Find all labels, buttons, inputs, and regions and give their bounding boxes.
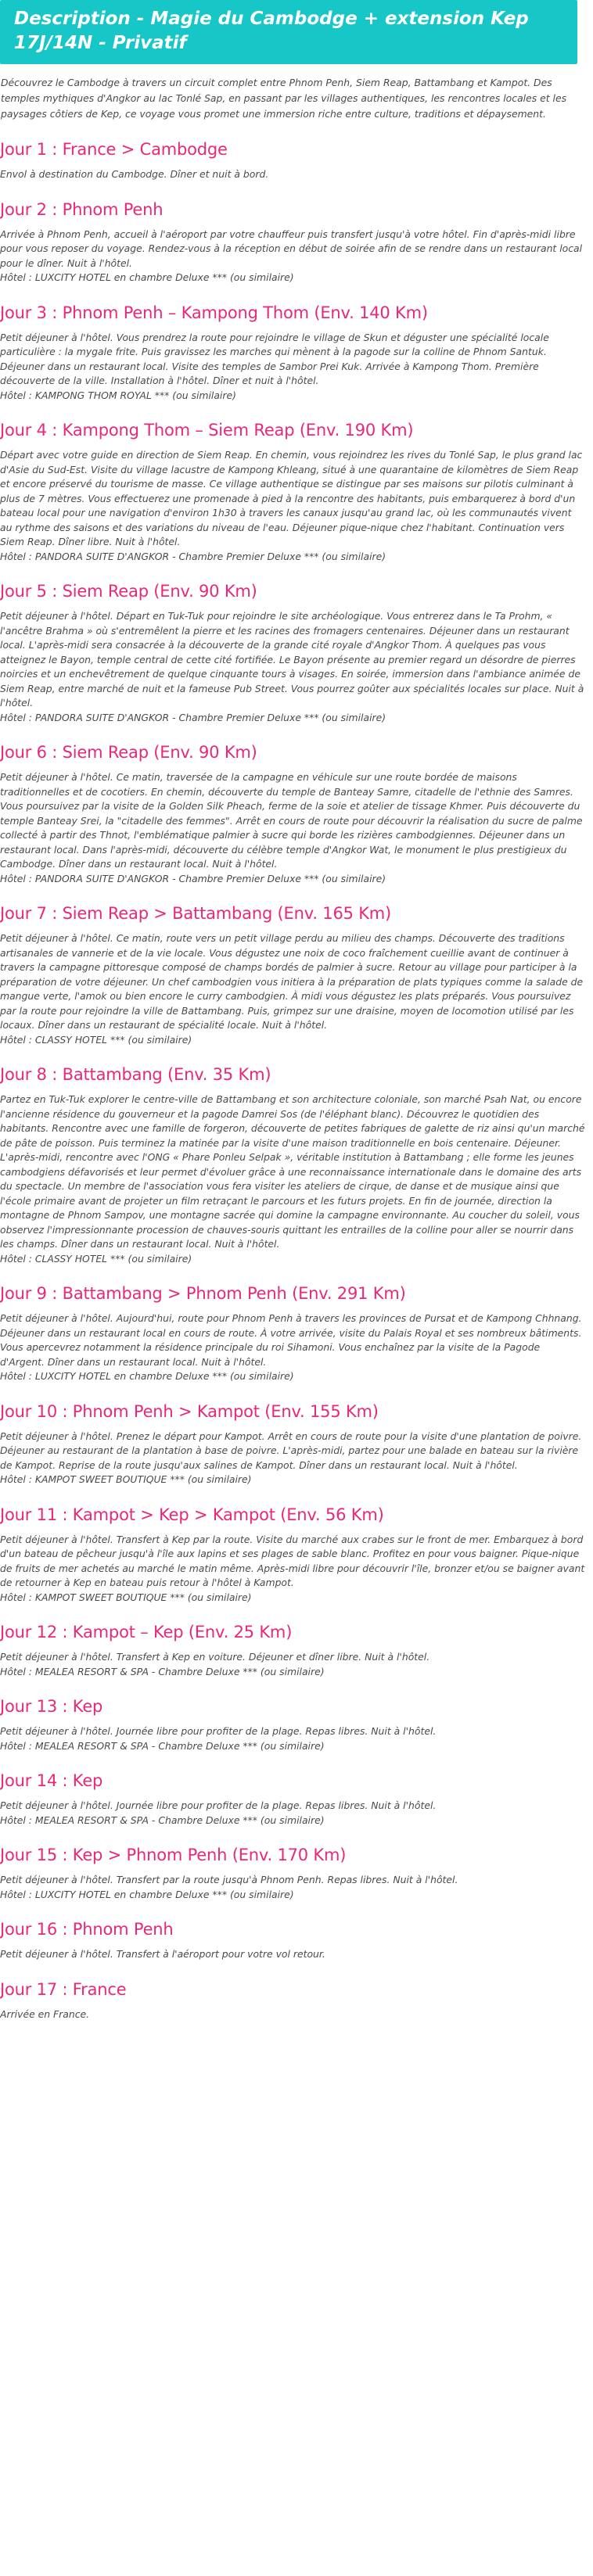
day-hotel: Hôtel : MEALEA RESORT & SPA - Chambre Deluxe *** (ou similaire)	[0, 1814, 325, 1826]
day-hotel: Hôtel : LUXCITY HOTEL en chambre Deluxe *** (ou similaire)	[0, 1888, 294, 1900]
day-section	[0, 1283, 585, 1384]
day-title: Jour 6 : Siem Reap (Env. 90 Km)	[0, 743, 257, 762]
day-hotel: Hôtel : KAMPONG THOM ROYAL *** (ou similaire)	[0, 389, 236, 401]
day-description: Petit déjeuner à l'hôtel. Journée libre pour profiter de la plage. Repas libres. Nuit à l'hôtel.	[0, 1725, 437, 1737]
day-title: Jour 5 : Siem Reap (Env. 90 Km)	[0, 582, 257, 601]
day-description: Partez en Tuk-Tuk explorer le centre-ville de Battambang et son architecture coloniale, son marché Psah Nat, ou encore l'ancienne résidence du gouverneur et la pagode Damrei Sos (de l'éléphant blanc). Découvrez le quotidien des habitants. Rencontre avec une famille de forgeron, découverte de petites fabriques de galette de riz ainsi qu'un marché de pâte de poisson. Puis terminez la matinée par la visite d'une maison traditionnelle en bois centenaire. Déjeuner. L'après-midi, rencontre avec l'ONG « Phare Ponleu Selpak », véritable institution à Battambang ; elle forme les jeunes cambodgiens défavorisés et leur permet d'évoluer grâce à une reconnaissance internationale dans le domaine des arts du spectacle. Un membre de l'association vous fera visiter les ateliers de cirque, de danse et de musique ainsi que l'école primaire avant de projeter un film retraçant le parcours et les futurs projets. En fin de journée, direction la montagne de Phnom Sampov, une montagne sacrée qui domine la campagne environnante. Au coucher du soleil, vous observez l'impressionnante procession de chauves-souris quittant les entrailles de la colline pour aller se nourrir dans les champs. Dîner dans un restaurant local. Nuit à l'hôtel.	[0, 1093, 585, 1250]
day-section	[0, 1622, 585, 1679]
day-hotel: Hôtel : MEALEA RESORT & SPA - Chambre Deluxe *** (ou similaire)	[0, 1665, 325, 1677]
day-section	[0, 1845, 585, 1902]
day-title: Jour 17 : France	[0, 1979, 127, 1999]
day-section	[0, 420, 585, 564]
day-description: Petit déjeuner à l'hôtel. Transfert à Kep en voiture. Déjeuner et dîner libre. Nuit à l'hôtel.	[0, 1651, 430, 1663]
day-section	[0, 303, 585, 404]
day-title: Jour 3 : Phnom Penh – Kampong Thom (Env. 140 Km)	[0, 303, 428, 322]
day-section	[0, 1771, 585, 1828]
page-title: Description - Magie du Cambodge + extension Kep 17J/14N - Privatif	[0, 0, 577, 64]
day-description: Petit déjeuner à l'hôtel. Transfert à l'aéroport pour votre vol retour.	[0, 1948, 325, 1960]
day-section	[0, 1696, 585, 1753]
day-section	[0, 903, 585, 1047]
day-title: Jour 16 : Phnom Penh	[0, 1920, 174, 1939]
day-title: Jour 11 : Kampot > Kep > Kampot (Env. 56 Km)	[0, 1505, 384, 1524]
day-title: Jour 15 : Kep > Phnom Penh (Env. 170 Km)	[0, 1846, 347, 1864]
day-title: Jour 12 : Kampot – Kep (Env. 25 Km)	[0, 1623, 293, 1641]
day-section	[0, 742, 585, 886]
day-description: Arrivée à Phnom Penh, accueil à l'aéroport par votre chauffeur puis transfert jusqu'à votre hôtel. Fin d'après-midi libre pour vous reposer du voyage. Rendez-vous à la réception en début de soirée afin de se rendre dans un restaurant local pour le dîner. Nuit à l'hôtel.	[0, 228, 583, 269]
day-section	[0, 1979, 585, 2022]
day-description: Envol à destination du Cambodge. Dîner et nuit à bord.	[0, 168, 269, 180]
day-section	[0, 581, 585, 725]
day-title: Jour 13 : Kep	[0, 1697, 103, 1716]
day-description: Petit déjeuner à l'hôtel. Aujourd'hui, route pour Phnom Penh à travers les provinces de Pursat et de Kampong Chhnang. Déjeuner dans un restaurant local en cours de route. À votre arrivée, visite du Palais Royal et ses nombreux bâtiments. Vous apercevrez notamment la résidence principale du roi Sihamoni. Vous enchaînez par la visite de la Pagode d'Argent. Dîner dans un restaurant local. Nuit à l'hôtel.	[0, 1312, 582, 1368]
day-description: Départ avec votre guide en direction de Siem Reap. En chemin, vous rejoindrez les rives du Tonlé Sap, le plus grand lac d'Asie du Sud-Est. Visite du village lacustre de Kampong Khleang, situé à une quarantaine de kilomètres de Siem Reap et encore préservé du tourisme de masse. Ce village authentique se distingue par ses maisons sur pilotis culminant à plus de 7 mètres. Vous effectuerez une promenade à pied à la rencontre des habitants, puis embarquerez à bord d'un bateau local pour une navigation d'environ 1h30 à travers les canaux jusqu'au grand lac, où les communautés vivent au rythme des saisons et des variations du niveau de l'eau. Déjeuner pique-nique chez l'habitant. Continuation vers Siem Reap. Dîner libre. Nuit à l'hôtel.	[0, 449, 583, 547]
day-hotel: Hôtel : KAMPOT SWEET BOUTIQUE *** (ou similaire)	[0, 1473, 252, 1485]
day-section	[0, 139, 585, 182]
day-description: Petit déjeuner à l'hôtel. Prenez le départ pour Kampot. Arrêt en cours de route pour la visite d'une plantation de poivre. Déjeuner au restaurant de la plantation à base de poivre. L'après-midi, partez pour une balade en bateau sur la rivière de Kampot. Reprise de la route jusqu'aux salines de Kampot. Dîner dans un restaurant local. Nuit à l'hôtel.	[0, 1430, 582, 1471]
day-section	[0, 1505, 585, 1606]
day-title: Jour 1 : France > Cambodge	[0, 140, 228, 159]
day-title: Jour 10 : Phnom Penh > Kampot (Env. 155 Km)	[0, 1401, 379, 1421]
day-hotel: Hôtel : CLASSY HOTEL *** (ou similaire)	[0, 1252, 192, 1265]
day-hotel: Hôtel : LUXCITY HOTEL en chambre Deluxe *** (ou similaire)	[0, 1370, 294, 1382]
day-description: Petit déjeuner à l'hôtel. Journée libre pour profiter de la plage. Repas libres. Nuit à l'hôtel.	[0, 1799, 437, 1811]
day-hotel: Hôtel : PANDORA SUITE D'ANGKOR - Chambre Premier Deluxe *** (ou similaire)	[0, 711, 386, 723]
day-section	[0, 1064, 585, 1266]
day-hotel: Hôtel : PANDORA SUITE D'ANGKOR - Chambre Premier Deluxe *** (ou similaire)	[0, 872, 386, 884]
day-description: Petit déjeuner à l'hôtel. Départ en Tuk-Tuk pour rejoindre le site archéologique. Vous entrerez dans le Ta Prohm, « l'ancêtre Brahma » où s'entremêlent la pierre et les racines des fromagers centenaires. Déjeuner dans un restaurant local. L'après-midi sera consacrée à la découverte de la grande cité royale d'Angkor Thom. À quelques pas vous atteignez le Bayon, temple central de cette cité fortifiée. Le Bayon présente au premier regard un désordre de pierres noircies et un enchevêtrement de quelque cinquante tours à visages. En soirée, immersion dans l'ambiance animée de Siem Reap, entre marché de nuit et la fameuse Pub Street. Vous pourrez goûter aux spécialités locales sur place. Nuit à l'hôtel.	[0, 610, 584, 709]
day-hotel: Hôtel : LUXCITY HOTEL en chambre Deluxe *** (ou similaire)	[0, 271, 294, 283]
day-title: Jour 4 : Kampong Thom – Siem Reap (Env. 190 Km)	[0, 421, 414, 439]
day-description: Petit déjeuner à l'hôtel. Vous prendrez la route pour rejoindre le village de Skun et déguster une spécialité locale particulière : la mygale frite. Puis gravissez les marches qui mènent à la pagode sur la colline de Phnom Santuk. Déjeuner dans un restaurant local. Visite des temples de Sambor Prei Kuk. Arrivée à Kampong Thom. Première découverte de la ville. Installation à l'hôtel. Dîner et nuit à l'hôtel.	[0, 331, 549, 386]
day-title: Jour 8 : Battambang (Env. 35 Km)	[0, 1065, 271, 1084]
day-description: Petit déjeuner à l'hôtel. Ce matin, traversée de la campagne en véhicule sur une route bordée de maisons traditionnelles et de cocotiers. En chemin, découverte du temple de Banteay Samre, citadelle de l'ethnie des Samres. Vous poursuivez par la visite de la Golden Silk Pheach, ferme de la soie et atelier de tissage Khmer. Puis découverte du temple Banteay Srei, la "citadelle des femmes". Arrêt en cours de route pour découvrir la réalisation du sucre de palme collecté à partir des Thnot, l'emblématique palmier à sucre qui borde les rizières cambodgiennes. Déjeuner dans un restaurant local. Dans l'après-midi, découverte du célèbre temple d'Angkor Wat, le monument le plus prestigieux du Cambodge. Dîner dans un restaurant local. Nuit à l'hôtel.	[0, 771, 583, 870]
day-description: Petit déjeuner à l'hôtel. Ce matin, route vers un petit village perdu au milieu des champs. Découverte des traditions artisanales de vannerie et de la vie locale. Vous dégustez une noix de coco fraîchement cueillie avant de continuer à travers la campagne pittoresque composé de champs bordés de palmier à sucre. Retour au village pour participer à la préparation de votre déjeuner. Un chef cambodgien vous initiera à la préparation de plats typiques comme la salade de mangue verte, l'amok ou bien encore le curry cambodgien. À midi vous dégustez les plats préparés. Vous poursuivez par la route pour rejoindre la ville de Battambang. Puis, grimpez sur une draisine, moyen de locomotion utilisé par les locaux. Dîner dans un restaurant de spécialité locale. Nuit à l'hôtel.	[0, 932, 584, 1031]
day-hotel: Hôtel : KAMPOT SWEET BOUTIQUE *** (ou similaire)	[0, 1591, 252, 1603]
day-description: Petit déjeuner à l'hôtel. Transfert à Kep par la route. Visite du marché aux crabes sur le front de mer. Embarquez à bord d'un bateau de pêcheur jusqu'à l'île aux lapins et ses plages de sable blanc. Profitez en pour vous baigner. Pique-nique de fruits de mer achetés au marché le matin même. Après-midi libre pour découvrir l'île, bronzer et/ou se baigner avant de retourner à Kep en bateau puis retour à l'hôtel à Kampot.	[0, 1533, 585, 1588]
day-title: Jour 9 : Battambang > Phnom Penh (Env. 291 Km)	[0, 1284, 406, 1303]
day-section	[0, 1401, 585, 1487]
day-title: Jour 7 : Siem Reap > Battambang (Env. 165 Km)	[0, 904, 392, 923]
day-description: Arrivée en France.	[0, 2007, 90, 2020]
day-title: Jour 2 : Phnom Penh	[0, 199, 164, 219]
day-title: Jour 14 : Kep	[0, 1771, 103, 1790]
day-section	[0, 199, 585, 285]
intro-text: Découvrez le Cambodge à travers un circuit complet entre Phnom Penh, Siem Reap, Battambang et Kampot. Des temples mythiques d'Angkor au lac Tonlé Sap, en passant par les villages authentiques, les rencontres locales et les paysages côtiers de Kep, ce voyage vous promet une immersion riche entre culture, traditions et dépaysement.	[1, 77, 567, 120]
day-section	[0, 1919, 585, 1962]
day-hotel: Hôtel : CLASSY HOTEL *** (ou similaire)	[0, 1033, 192, 1046]
day-description: Petit déjeuner à l'hôtel. Transfert par la route jusqu'à Phnom Penh. Repas libres. Nuit à l'hôtel.	[0, 1874, 458, 1885]
day-hotel: Hôtel : MEALEA RESORT & SPA - Chambre Deluxe *** (ou similaire)	[0, 1739, 325, 1752]
day-hotel: Hôtel : PANDORA SUITE D'ANGKOR - Chambre Premier Deluxe *** (ou similaire)	[0, 550, 386, 562]
